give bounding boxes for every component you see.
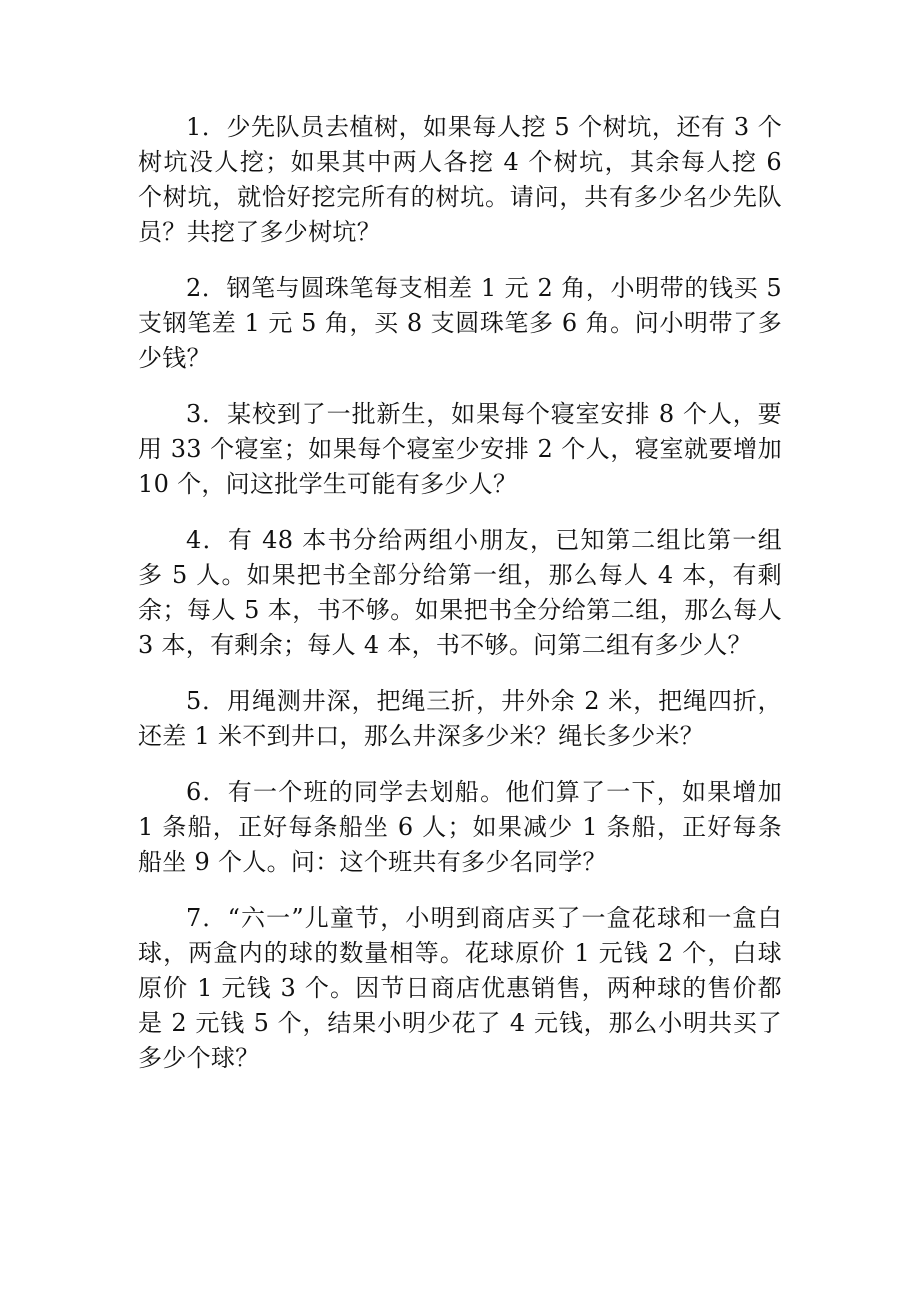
problem-2: 2．钢笔与圆珠笔每支相差 1 元 2 角，小明带的钱买 5 支钢笔差 1 元 5 角，买 8 支圆珠笔多 6 角。问小明带了多少钱？ bbox=[138, 274, 782, 372]
problem-1: 1．少先队员去植树，如果每人挖 5 个树坑，还有 3 个树坑没人挖；如果其中两人各挖 4 个树坑，其余每人挖 6 个树坑，就恰好挖完所有的树坑。请问，共有多少名少先队员？共挖了多少树坑？ bbox=[138, 113, 782, 246]
problem-7: 7．“六一”儿童节，小明到商店买了一盒花球和一盒白球，两盒内的球的数量相等。花球原价 1 元钱 2 个，白球原价 1 元钱 3 个。因节日商店优惠销售，两种球的售价都是 2 元钱 5 个，结果小明少花了 4 元钱，那么小明共买了多少个球？ bbox=[138, 904, 782, 1072]
document-page bbox=[138, 110, 782, 1097]
problem-5: 5．用绳测井深，把绳三折，井外余 2 米，把绳四折，还差 1 米不到井口，那么井深多少米？绳长多少米？ bbox=[138, 687, 782, 750]
problem-6: 6．有一个班的同学去划船。他们算了一下，如果增加 1 条船，正好每条船坐 6 人；如果减少 1 条船，正好每条船坐 9 个人。问：这个班共有多少名同学？ bbox=[138, 778, 782, 876]
problem-3: 3．某校到了一批新生，如果每个寝室安排 8 个人，要用 33 个寝室；如果每个寝室少安排 2 个人，寝室就要增加 10 个，问这批学生可能有多少人？ bbox=[138, 400, 782, 498]
problem-4: 4．有 48 本书分给两组小朋友，已知第二组比第一组多 5 人。如果把书全部分给第一组，那么每人 4 本，有剩余；每人 5 本，书不够。如果把书全分给第二组，那么每人 3 本，有剩余；每人 4 本，书不够。问第二组有多少人？ bbox=[138, 526, 782, 659]
